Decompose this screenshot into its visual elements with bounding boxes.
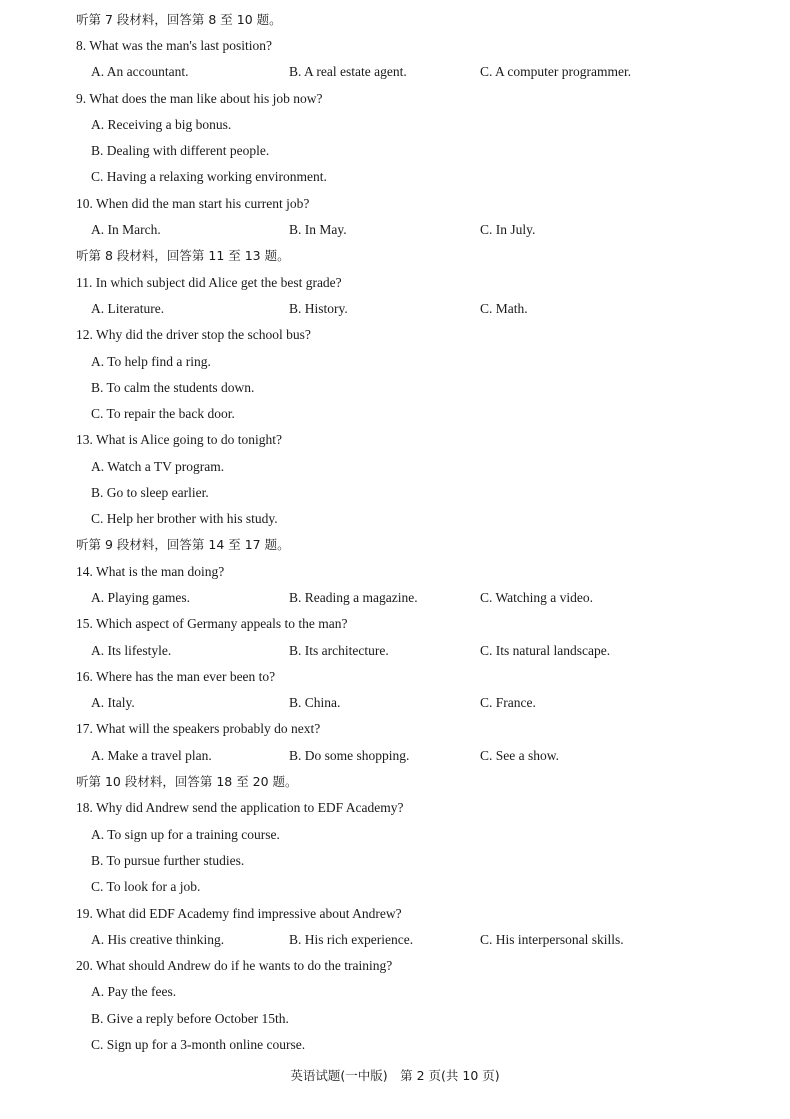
question-19-option-b: B. His rich experience. [289, 932, 414, 947]
question-14-option-a: A. Playing games. [91, 590, 190, 605]
question-14-stem: 14. What is the man doing? [76, 564, 225, 579]
question-15-option-b: B. Its architecture. [289, 643, 389, 658]
question-17-option-b: B. Do some shopping. [289, 748, 410, 763]
question-12-option-c: C. To repair the back door. [91, 406, 235, 421]
section-heading-10: 听第 10 段材料，回答第 18 至 20 题。 [76, 774, 298, 789]
question-11-option-a: A. Literature. [91, 301, 165, 316]
question-16-option-c: C. France. [480, 695, 536, 710]
section-heading-8: 听第 8 段材料，回答第 11 至 13 题。 [76, 248, 290, 263]
question-13-option-a: A. Watch a TV program. [91, 459, 225, 474]
question-13-option-b: B. Go to sleep earlier. [91, 485, 209, 500]
page-footer: 英语试题(一中版) 第 2 页(共 10 页) [290, 1068, 500, 1083]
question-17-option-c: C. See a show. [480, 748, 559, 763]
question-20-stem: 20. What should Andrew do if he wants to do the training? [76, 958, 393, 973]
question-20-option-b: B. Give a reply before October 15th. [91, 1011, 289, 1026]
question-19-stem: 19. What did EDF Academy find impressive about Andrew? [76, 906, 402, 921]
question-18-option-a: A. To sign up for a training course. [91, 827, 280, 842]
question-19-option-a: A. His creative thinking. [91, 932, 225, 947]
question-20-option-c: C. Sign up for a 3-month online course. [91, 1037, 306, 1052]
question-11-option-b: B. History. [289, 301, 348, 316]
question-8-option-a: A. An accountant. [91, 64, 189, 79]
question-11-stem: 11. In which subject did Alice get the best grade? [76, 275, 342, 290]
section-heading-7: 听第 7 段材料，回答第 8 至 10 题。 [76, 12, 282, 27]
question-10-option-b: B. In May. [289, 222, 347, 237]
question-16-stem: 16. Where has the man ever been to? [76, 669, 276, 684]
question-17-stem: 17. What will the speakers probably do next? [76, 721, 321, 736]
question-9-option-b: B. Dealing with different people. [91, 143, 270, 158]
question-14-option-c: C. Watching a video. [480, 590, 594, 605]
question-10-option-a: A. In March. [91, 222, 161, 237]
section-heading-9: 听第 9 段材料，回答第 14 至 17 题。 [76, 537, 290, 552]
question-13-option-c: C. Help her brother with his study. [91, 511, 278, 526]
question-20-option-a: A. Pay the fees. [91, 984, 177, 999]
question-16-option-b: B. China. [289, 695, 341, 710]
question-10-option-c: C. In July. [480, 222, 536, 237]
question-9-option-a: A. Receiving a big bonus. [91, 117, 232, 132]
question-16-option-a: A. Italy. [91, 695, 135, 710]
question-14-option-b: B. Reading a magazine. [289, 590, 418, 605]
question-11-option-c: C. Math. [480, 301, 528, 316]
question-9-option-c: C. Having a relaxing working environment. [91, 169, 327, 184]
question-18-stem: 18. Why did Andrew send the application to EDF Academy? [76, 800, 404, 815]
question-12-stem: 12. Why did the driver stop the school bus? [76, 327, 311, 342]
question-17-option-a: A. Make a travel plan. [91, 748, 212, 763]
question-18-option-b: B. To pursue further studies. [91, 853, 245, 868]
question-18-option-c: C. To look for a job. [91, 879, 201, 894]
question-12-option-b: B. To calm the students down. [91, 380, 255, 395]
question-19-option-c: C. His interpersonal skills. [480, 932, 624, 947]
question-15-option-c: C. Its natural landscape. [480, 643, 611, 658]
question-8-option-c: C. A computer programmer. [480, 64, 632, 79]
question-8-option-b: B. A real estate agent. [289, 64, 407, 79]
question-8-stem: 8. What was the man's last position? [76, 38, 273, 53]
question-15-stem: 15. Which aspect of Germany appeals to the man? [76, 616, 348, 631]
question-13-stem: 13. What is Alice going to do tonight? [76, 432, 282, 447]
question-9-stem: 9. What does the man like about his job now? [76, 91, 323, 106]
question-15-option-a: A. Its lifestyle. [91, 643, 172, 658]
question-10-stem: 10. When did the man start his current job? [76, 196, 310, 211]
question-12-option-a: A. To help find a ring. [91, 354, 211, 369]
